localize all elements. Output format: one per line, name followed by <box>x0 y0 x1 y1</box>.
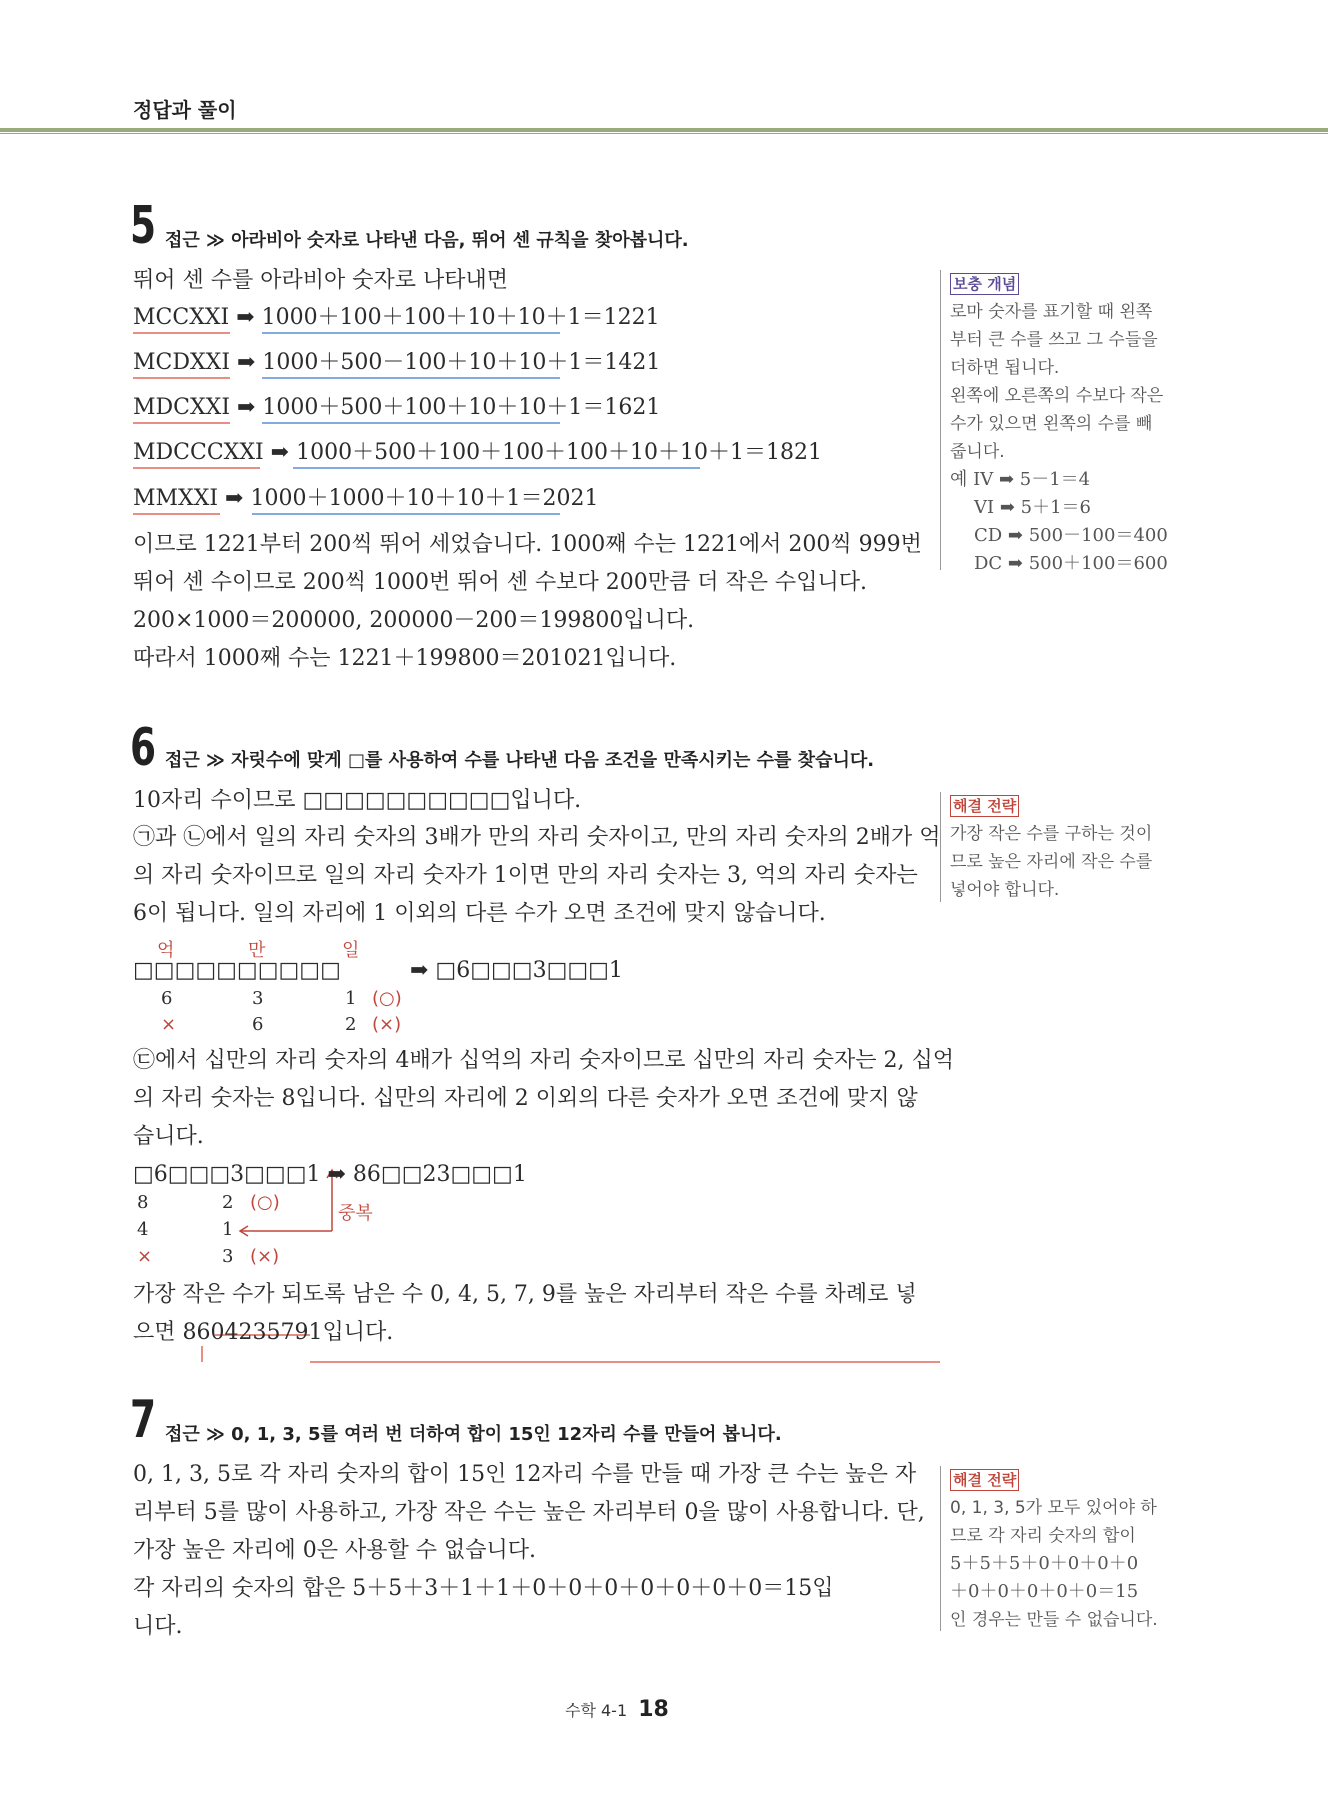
question-approach: 접근 ≫ 0, 1, 3, 5를 여러 번 더하여 합이 15인 12자리 수를 만들어 봅니다. <box>165 1424 782 1445</box>
diagram-value: 4 <box>137 1219 149 1240</box>
digit-boxes: □6□□□3□□□1 ➡ 86□□23□□□1 <box>133 1162 527 1187</box>
diagram-check: (×) <box>250 1246 280 1267</box>
digit-boxes-result: ➡ □6□□□3□□□1 <box>410 958 623 983</box>
side-note-line: 5＋5＋5＋0＋0＋0＋0 <box>950 1553 1139 1574</box>
solution-line: 니다. <box>133 1614 183 1639</box>
question-number: 7 <box>130 1390 157 1450</box>
side-note-line: 인 경우는 만들 수 없습니다. <box>950 1610 1158 1630</box>
side-note-line: 부터 큰 수를 쓰고 그 수들을 <box>950 330 1158 350</box>
side-note-concept <box>940 270 1200 574</box>
place-label: 억 <box>157 940 175 961</box>
side-note-line: 넣어야 합니다. <box>950 880 1060 900</box>
place-label: 만 <box>248 940 266 961</box>
solution-line: 200×1000＝200000, 200000－200＝199800입니다. <box>133 608 695 633</box>
solution-line: 가장 작은 수가 되도록 남은 수 0, 4, 5, 7, 9를 높은 자리부터 작은 수를 차례로 넣 <box>133 1282 917 1307</box>
question-approach: 접근 ≫ 자릿수에 맞게 □를 사용하여 수를 나타낸 다음 조건을 만족시키는 수를 찾습니다. <box>165 750 875 771</box>
solution-line: 이므로 1221부터 200씩 뛰어 세었습니다. 1000째 수는 1221에서 200씩 999번 <box>133 532 922 557</box>
side-note-line: 가장 작은 수를 구하는 것이 <box>950 824 1153 844</box>
side-note-tag: 해결 전략 <box>950 795 1019 817</box>
digit-boxes: □□□□□□□□□□ <box>133 958 341 983</box>
question-number: 5 <box>130 196 157 256</box>
solution-line: 으면 8604235791입니다. <box>133 1320 394 1345</box>
side-note-line: 더하면 됩니다. <box>950 358 1060 378</box>
page-footer <box>565 1697 669 1722</box>
diagram-value: 2 <box>345 1014 357 1035</box>
side-note-line: 수가 있으면 왼쪽의 수를 빼 <box>950 414 1153 434</box>
solution-line: MMXXI ➡ 1000＋1000＋10＋10＋1＝2021 <box>133 486 599 511</box>
side-note-example: DC ➡ 500＋100＝600 <box>974 553 1168 574</box>
solution-line: 의 자리 숫자는 8입니다. 십만의 자리에 2 이외의 다른 숫자가 오면 조건에 맞지 않 <box>133 1086 918 1111</box>
question-approach: 접근 ≫ 아라비아 숫자로 나타낸 다음, 뛰어 센 규칙을 찾아봅니다. <box>165 230 689 251</box>
diagram-check: (×) <box>372 1014 402 1035</box>
side-note-line: 0, 1, 3, 5가 모두 있어야 하 <box>950 1498 1157 1518</box>
side-note-tag: 보충 개념 <box>950 273 1019 295</box>
solution-line: 6이 됩니다. 일의 자리에 1 이외의 다른 수가 오면 조건에 맞지 않습니다. <box>133 901 826 926</box>
side-note-strategy <box>940 792 1200 902</box>
solution-line: MDCCCXXI ➡ 1000＋500＋100＋100＋100＋10＋10＋1＝1821 <box>133 440 823 465</box>
question-number: 6 <box>130 718 157 778</box>
solution-line: 리부터 5를 많이 사용하고, 가장 작은 수는 높은 자리부터 0을 많이 사용합니다. 단, <box>133 1500 925 1525</box>
diagram-value: 8 <box>137 1192 149 1213</box>
page-header-title: 정답과 풀이 <box>133 98 237 122</box>
side-note-line: 줍니다. <box>950 442 1005 462</box>
diagram-value: 3 <box>222 1246 234 1267</box>
solution-line: 각 자리의 숫자의 합은 5＋5＋3＋1＋1＋0＋0＋0＋0＋0＋0＋0＝15입 <box>133 1576 834 1601</box>
diagram-check: (○) <box>372 988 402 1009</box>
side-note-line: 왼쪽에 오른쪽의 수보다 작은 <box>950 386 1164 406</box>
solution-line: ㉠과 ㉡에서 일의 자리 숫자의 3배가 만의 자리 숫자이고, 만의 자리 숫자의 2배가 억 <box>133 825 941 850</box>
book-title: 수학 4-1 <box>565 1701 628 1720</box>
solution-line: MCCXXI ➡ 1000＋100＋100＋10＋10＋1＝1221 <box>133 305 660 330</box>
solution-line: MCDXXI ➡ 1000＋500－100＋10＋10＋1＝1421 <box>133 350 661 375</box>
side-note-strategy <box>940 1466 1200 1631</box>
side-note-example: CD ➡ 500－100＝400 <box>974 525 1168 546</box>
side-note-tag: 해결 전략 <box>950 1469 1019 1491</box>
side-note-line: 므로 각 자리 숫자의 합이 <box>950 1526 1136 1546</box>
side-note-line: ＋0＋0＋0＋0＋0＝15 <box>950 1581 1139 1602</box>
diagram-value: 1 <box>345 988 357 1009</box>
diagram-value: 1 <box>222 1219 234 1240</box>
diagram-check: (○) <box>250 1192 280 1213</box>
solution-line: 따라서 1000째 수는 1221＋199800＝201021입니다. <box>133 646 677 671</box>
duplicate-note: 중복 <box>338 1203 373 1224</box>
side-note-line: 므로 높은 자리에 작은 수를 <box>950 852 1153 872</box>
diagram-value: 6 <box>252 1014 264 1035</box>
diagram-value: 3 <box>252 988 264 1009</box>
page-number: 18 <box>638 1697 669 1722</box>
solution-line: ㉢에서 십만의 자리 숫자의 4배가 십억의 자리 숫자이므로 십만의 자리 숫자는 2, 십억 <box>133 1048 954 1073</box>
solution-line: 습니다. <box>133 1124 204 1149</box>
diagram-value: × <box>137 1246 153 1267</box>
side-note-example: 예 IV ➡ 5－1＝4 <box>950 469 1091 490</box>
solution-line: MDCXXI ➡ 1000＋500＋100＋10＋10＋1＝1621 <box>133 395 661 420</box>
side-note-line: 로마 숫자를 표기할 때 왼쪽 <box>950 302 1153 322</box>
place-label: 일 <box>342 940 360 961</box>
solution-line: 0, 1, 3, 5로 각 자리 숫자의 합이 15인 12자리 수를 만들 때 가장 큰 수는 높은 자 <box>133 1462 917 1487</box>
diagram-value: 2 <box>222 1192 234 1213</box>
solution-line: 가장 높은 자리에 0은 사용할 수 없습니다. <box>133 1538 536 1563</box>
solution-line: 뛰어 센 수이므로 200씩 1000번 뛰어 센 수보다 200만큼 더 작은 수입니다. <box>133 570 867 595</box>
diagram-value: × <box>161 1014 177 1035</box>
solution-line: 10자리 수이므로 □□□□□□□□□□입니다. <box>133 788 582 813</box>
side-note-example: VI ➡ 5＋1＝6 <box>974 497 1091 518</box>
diagram-value: 6 <box>161 988 173 1009</box>
solution-line: 뛰어 센 수를 아라비아 숫자로 나타내면 <box>133 268 508 293</box>
solution-line: 의 자리 숫자이므로 일의 자리 숫자가 1이면 만의 자리 숫자는 3, 억의 자리 숫자는 <box>133 863 918 888</box>
